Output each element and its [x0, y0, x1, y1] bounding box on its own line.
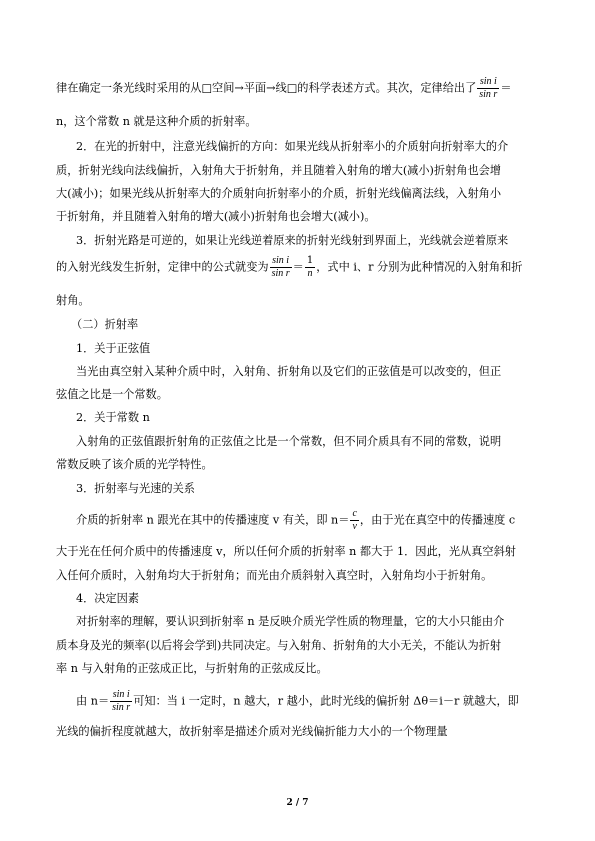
c-over-v-fraction — [350, 508, 358, 533]
sin-ratio-fraction — [110, 689, 132, 714]
para3-text-b: ，式中 i、r 分别为此种情况的入射角和折 — [316, 260, 523, 274]
sub4-line2: 质本身及光的频率(以后将会学到)共同决定。与入射角、折射角的大小无关，不能认为折射 — [56, 639, 502, 652]
para3-line3: 射角。 — [56, 294, 90, 307]
fraction-denominator: sin r — [479, 89, 498, 100]
para2-line3: 大(减小)；如果光线从折射率大的介质射向折射率小的介质，折射光线偏离法线，入射角小 — [56, 187, 502, 200]
sub4-text-a: 由 n＝ — [76, 694, 110, 708]
sub3-text-a: 介质的折射率 n 跟光在其中的传播速度 v 有关，即 n＝ — [76, 513, 350, 527]
para2-line4: 于折射角，并且随着入射角的增大(减小)折射角也会增大(减小)。 — [56, 210, 376, 223]
para1-line2: n，这个常数 n 就是这种介质的折射率。 — [56, 115, 257, 128]
one-over-n-fraction — [305, 255, 315, 280]
sub1-line2: 弦值之比是一个常数。 — [56, 388, 168, 401]
equals-sign: ＝ — [500, 81, 512, 95]
fraction-numerator: sin i — [270, 255, 292, 268]
fraction-numerator: 1 — [306, 255, 314, 266]
sub4-line5: 光线的偏折程度就越大，故折射率是描述介质对光线偏折能力大小的一个物理量 — [56, 725, 448, 738]
sub2-line1: 入射角的正弦值跟折射角的正弦值之比是一个常数，但不同介质具有不同的常数，说明 — [76, 435, 502, 448]
para2-line2: 质，折射光线向法线偏折，入射角大于折射角，并且随着入射角的增大(减小)折射角也会增 — [56, 164, 502, 177]
para1-line1 — [56, 76, 512, 101]
fraction-denominator: sin r — [271, 268, 290, 279]
sub3-text-b: ，由于光在真空中的传播速度 c — [359, 513, 516, 527]
equals-sign: ＝ — [292, 260, 304, 274]
sin-ratio-fraction — [270, 255, 292, 280]
sub1-title: 1．关于正弦值 — [76, 342, 151, 355]
sub1-line1: 当光由真空射入某种介质中时，入射角、折射角以及它们的正弦值是可以改变的，但正 — [76, 365, 502, 378]
para2-line1: 2．在光的折射中，注意光线偏折的方向：如果光线从折射率小的介质射向折射率大的介 — [76, 140, 509, 153]
sub2-title: 2．关于常数 n — [76, 411, 150, 424]
para3-line2 — [56, 255, 522, 280]
para3-text-a: 的入射光线发生折射，定律中的公式就变为 — [56, 260, 269, 274]
sub4-line4 — [76, 689, 519, 714]
para1-text: 律在确定一条光线时采用的从□空间→平面→线□的科学表述方式。其次，定律给出了 — [56, 81, 477, 95]
fraction-denominator: v — [352, 521, 357, 532]
page-number: 2 / 7 — [286, 798, 309, 808]
sub4-title: 4．决定因素 — [76, 592, 140, 605]
sin-ratio-fraction — [477, 76, 499, 101]
fraction-denominator: sin r — [112, 702, 131, 713]
sub3-line2: 大于光在任何介质中的传播速度 v，所以任何介质的折射率 n 都大于 1．因此，光从真空斜射 — [56, 545, 516, 558]
sub3-line3: 入任何介质时，入射角均大于折射角；而光由介质斜射入真空时，入射角均小于折射角。 — [56, 569, 493, 582]
fraction-numerator: c — [352, 508, 357, 519]
para3-line1: 3．折射光路是可逆的，如果让光线逆着原来的折射光线射到界面上，光线就会逆着原来 — [76, 234, 509, 247]
fraction-numerator: sin i — [477, 76, 499, 89]
sub4-line3: 率 n 与入射角的正弦成正比，与折射角的正弦成反比。 — [56, 662, 328, 675]
sub4-text-b: 可知：当 i 一定时，n 越大，r 越小，此时光线的偏折射 Δθ＝i－r 就越大，即 — [133, 694, 519, 708]
sub4-line1: 对折射率的理解，要认识到折射率 n 是反映介质光学性质的物理量，它的大小只能由介 — [76, 615, 505, 628]
sub3-line1 — [76, 508, 515, 533]
sub3-title: 3．折射率与光速的关系 — [76, 482, 195, 495]
fraction-numerator: sin i — [110, 689, 132, 702]
sub2-line2: 常数反映了该介质的光学特性。 — [56, 458, 213, 471]
section-title: （二）折射率 — [71, 318, 139, 331]
fraction-denominator: n — [307, 268, 313, 279]
